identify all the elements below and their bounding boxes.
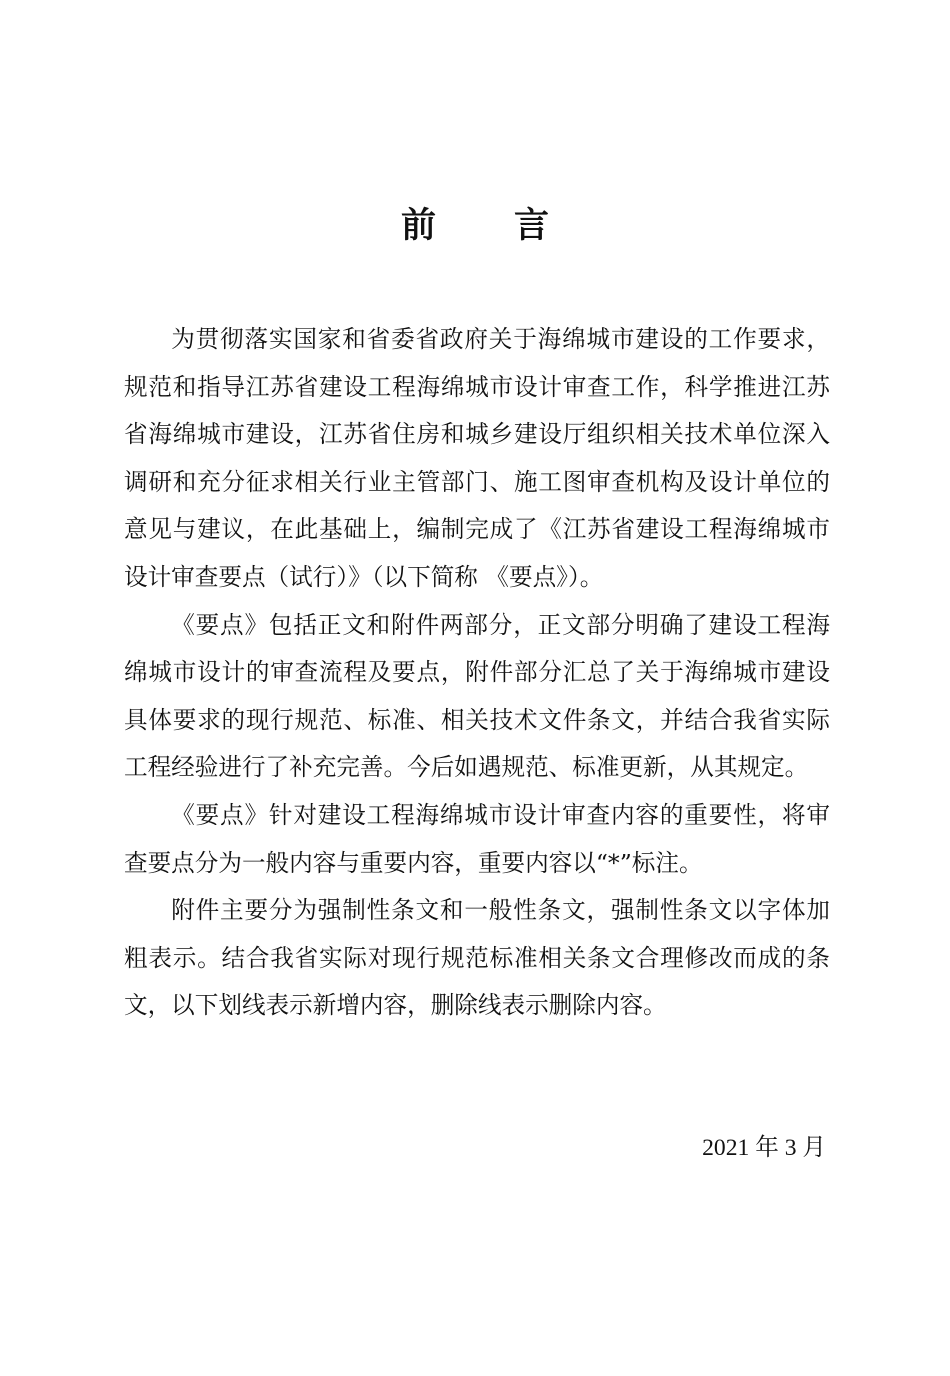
title-char-2: 言: [514, 206, 550, 246]
title-char-1: 前: [400, 206, 436, 246]
paragraph-1: 为贯彻落实国家和省委省政府关于海绵城市建设的工作要求，规范和指导江苏省建设工程海绵城市设计审查工作，科学推进江苏省海绵城市建设，江苏省住房和城乡建设厅组织相关技术单位深入调研和充分征求相关行业主管部门、施工图审查机构及设计单位的意见与建议，在此基础上，编制完成了《江苏省建设工程海绵城市设计审查要点（试行）》（以下简称 《要点》）。: [124, 325, 830, 591]
paragraph-2: 《要点》包括正文和附件两部分，正文部分明确了建设工程海绵城市设计的审查流程及要点，附件部分汇总了关于海绵城市建设具体要求的现行规范、标准、相关技术文件条文，并结合我省实际工程经验进行了补充完善。今后如遇规范、标准更新，从其规定。: [124, 610, 830, 782]
page-title: [0, 201, 950, 251]
preface-body: [124, 316, 830, 1030]
date-line: 2021 年 3 月: [702, 1135, 826, 1161]
paragraph-4: 附件主要分为强制性条文和一般性条文，强制性条文以字体加粗表示。结合我省实际对现行规范标准相关条文合理修改而成的条文，以下划线表示新增内容，删除线表示删除内容。: [124, 896, 830, 1020]
paragraph-3: 《要点》针对建设工程海绵城市设计审查内容的重要性，将审查要点分为一般内容与重要内容，重要内容以“*”标注。: [124, 800, 830, 877]
